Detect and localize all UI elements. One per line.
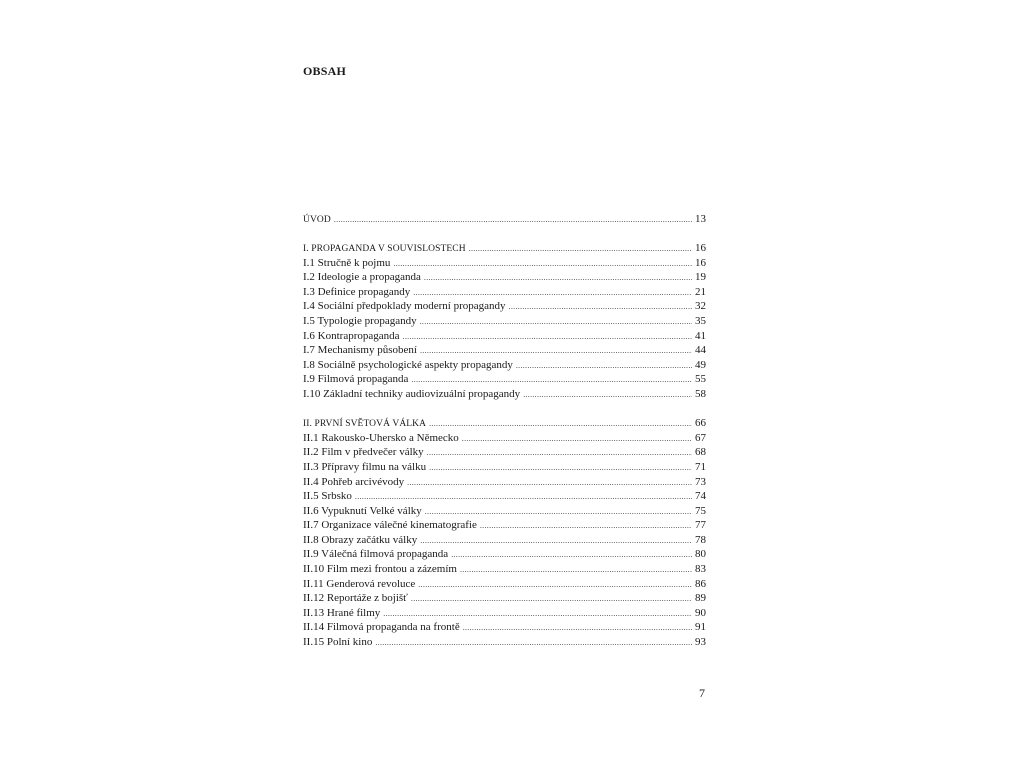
toc-entry-title: II.8 Obrazy začátku války: [303, 533, 418, 546]
toc-entry-page: 71: [695, 460, 706, 473]
toc-entry: [303, 547, 706, 562]
dot-leader: [334, 212, 692, 228]
toc-entry: [303, 285, 706, 300]
toc-entry: [303, 358, 706, 373]
toc-entry-title: I.5 Typologie propagandy: [303, 315, 417, 328]
toc-entry-title: II. PRVNÍ SVĚTOVÁ VÁLKA: [303, 419, 427, 430]
toc-section: [303, 416, 706, 650]
toc-entry-title: II.7 Organizace válečné kinematografie: [303, 519, 477, 532]
toc-entry: [303, 533, 706, 548]
toc-entry-page: 55: [695, 373, 706, 386]
toc-entry: [303, 212, 706, 227]
dot-leader: [424, 270, 692, 286]
toc-entry-title: ÚVOD: [303, 215, 331, 225]
toc-entry-page: 35: [695, 315, 706, 328]
toc-entry-page: 77: [695, 519, 706, 532]
toc-entry-page: 75: [695, 504, 706, 517]
dot-leader: [420, 314, 692, 330]
dot-leader: [462, 431, 692, 447]
dot-leader: [420, 533, 692, 549]
toc-entry-page: 16: [695, 256, 706, 269]
toc-entry-page: 58: [695, 388, 706, 401]
toc-entry-page: 73: [695, 475, 706, 488]
dot-leader: [523, 387, 692, 403]
toc-entry-page: 16: [695, 242, 706, 255]
dot-leader: [427, 445, 692, 461]
dot-leader: [425, 504, 692, 520]
toc-entry-page: 89: [695, 592, 706, 605]
toc-entry-title: II.5 Srbsko: [303, 490, 352, 503]
toc-section: [303, 241, 706, 402]
toc-entry-page: 21: [695, 285, 706, 298]
toc-entry: [303, 606, 706, 621]
toc-entry-title: I. PROPAGANDA V SOUVISLOSTECH: [303, 244, 466, 255]
toc-entry: [303, 577, 706, 592]
toc-entry-title: II.6 Vypuknutí Velké války: [303, 504, 422, 517]
toc-entry-page: 80: [695, 548, 706, 561]
dot-leader: [375, 635, 692, 651]
toc-entry: [303, 475, 706, 490]
toc-entry-title: II.10 Film mezi frontou a zázemím: [303, 563, 457, 576]
toc-entry-title: I.8 Sociálně psychologické aspekty propagandy: [303, 358, 513, 371]
toc-entry-title: II.4 Pohřeb arcivévody: [303, 475, 405, 488]
toc-entry-title: I.9 Filmová propaganda: [303, 373, 409, 386]
toc-entry-title: II.2 Film v předvečer války: [303, 446, 424, 459]
toc-entry: [303, 343, 706, 358]
toc-entry-title: I.1 Stručně k pojmu: [303, 256, 391, 269]
toc-entry: [303, 489, 706, 504]
dot-leader: [451, 547, 692, 563]
dot-leader: [429, 416, 692, 432]
toc-entry-title: II.9 Válečná filmová propaganda: [303, 548, 449, 561]
toc-entry-title: I.3 Definice propagandy: [303, 285, 411, 298]
toc-entry: [303, 314, 706, 329]
toc-entry-title: I.4 Sociální předpoklady moderní propagandy: [303, 300, 506, 313]
toc-entry: [303, 241, 706, 256]
dot-leader: [403, 329, 692, 345]
toc-section: [303, 212, 706, 227]
toc-entry: [303, 416, 706, 431]
toc-entry-title: II.3 Přípravy filmu na válku: [303, 460, 427, 473]
toc-entry: [303, 256, 706, 271]
toc-entry-title: I.10 Základní techniky audiovizuální propagandy: [303, 388, 521, 401]
toc-entry: [303, 635, 706, 650]
toc-entry: [303, 518, 706, 533]
toc-entry-title: I.6 Kontrapropaganda: [303, 329, 400, 342]
toc-entry: [303, 620, 706, 635]
toc-entry-title: II.13 Hrané filmy: [303, 606, 381, 619]
toc-entry: [303, 445, 706, 460]
toc-entry: [303, 329, 706, 344]
toc-entry: [303, 562, 706, 577]
dot-leader: [407, 475, 692, 491]
dot-leader: [509, 299, 692, 315]
dot-leader: [411, 372, 692, 388]
toc-entry-page: 41: [695, 329, 706, 342]
toc-entry-page: 49: [695, 358, 706, 371]
dot-leader: [429, 460, 692, 476]
toc-entry: [303, 372, 706, 387]
dot-leader: [480, 518, 692, 534]
page-title: OBSAH: [303, 64, 347, 78]
dot-leader: [393, 256, 692, 272]
toc-entry-page: 86: [695, 577, 706, 590]
toc-entry-page: 13: [695, 213, 706, 225]
toc-entry: [303, 460, 706, 475]
toc-entry-title: II.14 Filmová propaganda na frontě: [303, 621, 460, 634]
toc-entry: [303, 431, 706, 446]
toc-entry-page: 44: [695, 344, 706, 357]
toc-entry-title: I.7 Mechanismy působení: [303, 344, 417, 357]
toc-entry-title: II.15 Polní kino: [303, 636, 373, 649]
toc-entry: [303, 591, 706, 606]
dot-leader: [418, 577, 692, 593]
dot-leader: [516, 358, 692, 374]
toc-entry-page: 68: [695, 446, 706, 459]
toc-entry-page: 74: [695, 490, 706, 503]
dot-leader: [355, 489, 692, 505]
toc-entry-page: 19: [695, 271, 706, 284]
toc-entry: [303, 504, 706, 519]
dot-leader: [463, 620, 692, 636]
dot-leader: [411, 591, 692, 607]
toc-entry: [303, 299, 706, 314]
page-number: 7: [699, 686, 705, 700]
dot-leader: [383, 606, 692, 622]
toc-entry-title: I.2 Ideologie a propaganda: [303, 271, 421, 284]
dot-leader: [420, 343, 692, 359]
toc-entry: [303, 387, 706, 402]
toc-entry-page: 66: [695, 417, 706, 430]
dot-leader: [469, 241, 692, 257]
toc-entry-title: II.11 Genderová revoluce: [303, 577, 416, 590]
toc-entry-page: 32: [695, 300, 706, 313]
toc-entry-page: 93: [695, 636, 706, 649]
toc-entry-title: II.12 Reportáže z bojišť: [303, 592, 408, 605]
toc-entry-page: 67: [695, 431, 706, 444]
toc-entry: [303, 270, 706, 285]
dot-leader: [413, 285, 692, 301]
dot-leader: [460, 562, 692, 578]
table-of-contents: [303, 212, 706, 650]
toc-entry-title: II.1 Rakousko-Uhersko a Německo: [303, 431, 459, 444]
toc-entry-page: 90: [695, 606, 706, 619]
toc-entry-page: 78: [695, 533, 706, 546]
toc-entry-page: 91: [695, 621, 706, 634]
toc-entry-page: 83: [695, 563, 706, 576]
